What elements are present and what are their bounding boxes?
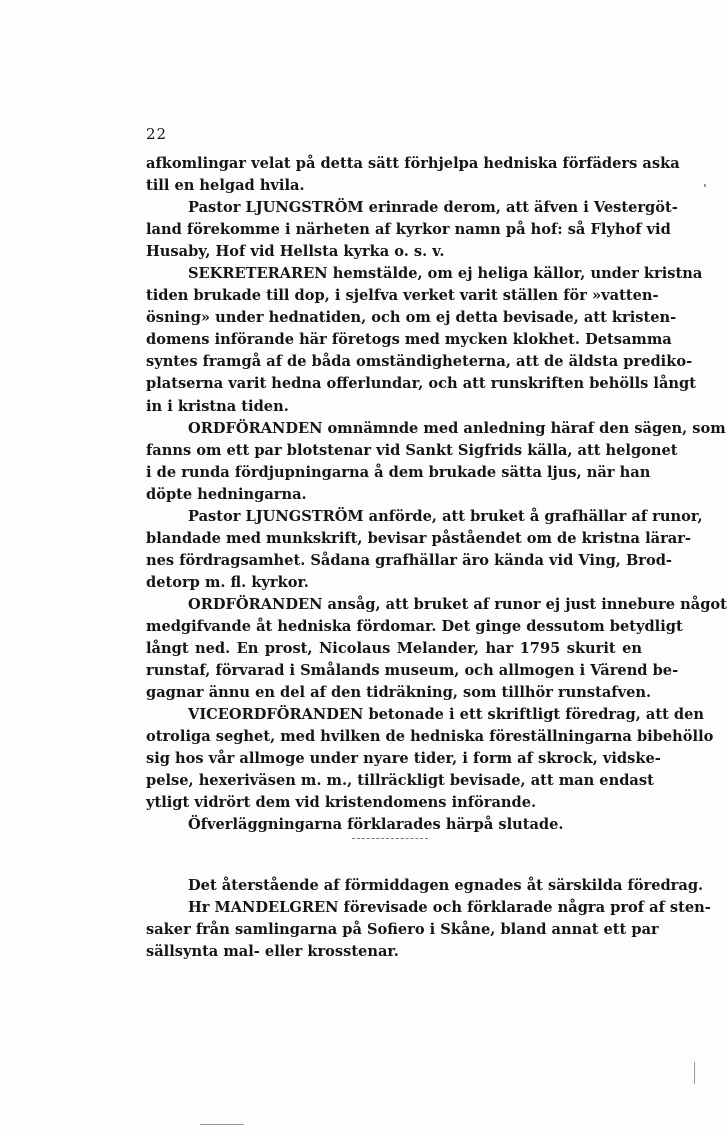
main-text-line: i de runda fördjupningarna å dem brukade sätta ljus, när han	[146, 463, 651, 481]
closing-text-line: Det återstående af förmiddagen egnades åt särskilda föredrag.	[188, 877, 704, 894]
main-text-line: Öfverläggningarna förklarades härpå slutade.	[188, 816, 564, 834]
main-text-line: ORDFÖRANDEN omnämnde med anledning häraf den sägen, som	[188, 419, 726, 437]
scan-speck	[200, 1124, 244, 1125]
main-text-line: Pastor LJUNGSTRÖM anförde, att bruket å grafhällar af runor,	[188, 507, 703, 525]
main-text-line: land förekomme i närheten af kyrkor namn på hof: så Flyhof vid	[146, 221, 671, 239]
scan-speck	[704, 184, 706, 187]
main-text-line: blandade med munkskrift, bevisar påståendet om de kristna lärar-	[146, 529, 691, 547]
main-text-line: Husaby, Hof vid Hellsta kyrka o. s. v.	[146, 243, 445, 261]
main-text-line: långt ned. En prost, Nicolaus Melander, har 1795 skurit en	[146, 640, 642, 658]
main-text-line: ytligt vidrört dem vid kristendomens införande.	[146, 794, 537, 812]
main-text-line: tiden brukade till dop, i sjelfva verket varit ställen för »vatten-	[146, 287, 659, 305]
main-text-line: medgifvande åt hedniska fördomar. Det ginge dessutom betydligt	[146, 617, 683, 635]
scan-speck	[694, 1062, 695, 1084]
main-text-line: Pastor LJUNGSTRÖM erinrade derom, att äfven i Vestergöt-	[188, 199, 678, 217]
main-text-line: detorp m. fl. kyrkor.	[146, 573, 309, 591]
main-text-line: döpte hedningarna.	[146, 485, 307, 503]
main-text-line: VICEORDFÖRANDEN betonade i ett skriftligt föredrag, att den	[188, 706, 705, 724]
main-text-line: ORDFÖRANDEN ansåg, att bruket af runor ej just innebure något	[188, 595, 727, 613]
closing-text-line: sällsynta mal- eller krosstenar.	[146, 943, 399, 961]
main-text-line: SEKRETERAREN hemstälde, om ej heliga källor, under kristna	[188, 265, 703, 283]
main-text-line: in i kristna tiden.	[146, 397, 289, 415]
main-text-line: nes fördragsamhet. Sådana grafhällar äro kända vid Ving, Brod-	[146, 551, 672, 569]
main-text-line: otroliga seghet, med hvilken de hedniska föreställningarna bibehöllo	[146, 728, 714, 746]
main-text-line: pelse, hexeriväsen m. m., tillräckligt bevisade, att man endast	[146, 772, 654, 790]
main-text-line: ösning» under hednatiden, och om ej detta bevisade, att kristen-	[146, 309, 677, 327]
section-divider	[352, 838, 428, 839]
main-text-line: fanns om ett par blotstenar vid Sankt Sigfrids källa, att helgonet	[146, 441, 678, 459]
closing-text-line: Hr MANDELGREN förevisade och förklarade några prof af sten-	[188, 899, 711, 917]
page-number: 22	[146, 125, 168, 143]
main-text-line: till en helgad hvila.	[146, 177, 305, 195]
closing-text-block	[146, 875, 711, 963]
main-text-line: afkomlingar velat på detta sätt förhjelpa hedniska förfäders aska	[146, 155, 680, 172]
main-text-line: domens införande här företogs med mycken klokhet. Detsamma	[146, 331, 672, 349]
main-text-line: runstaf, förvarad i Smålands museum, och allmogen i Värend be-	[146, 662, 679, 680]
main-text-block	[146, 153, 727, 836]
closing-text-line: saker från samlingarna på Sofiero i Skåne, bland annat ett par	[146, 921, 659, 939]
main-text-line: sig hos vår allmoge under nyare tider, i form af skrock, vidske-	[146, 750, 661, 768]
main-text-line: syntes framgå af de båda omständigheterna, att de äldsta prediko-	[146, 353, 693, 371]
main-text-line: platserna varit hedna offerlundar, och att runskriften behölls långt	[146, 375, 696, 393]
main-text-line: gagnar ännu en del af den tidräkning, som tillhör runstafven.	[146, 684, 652, 702]
